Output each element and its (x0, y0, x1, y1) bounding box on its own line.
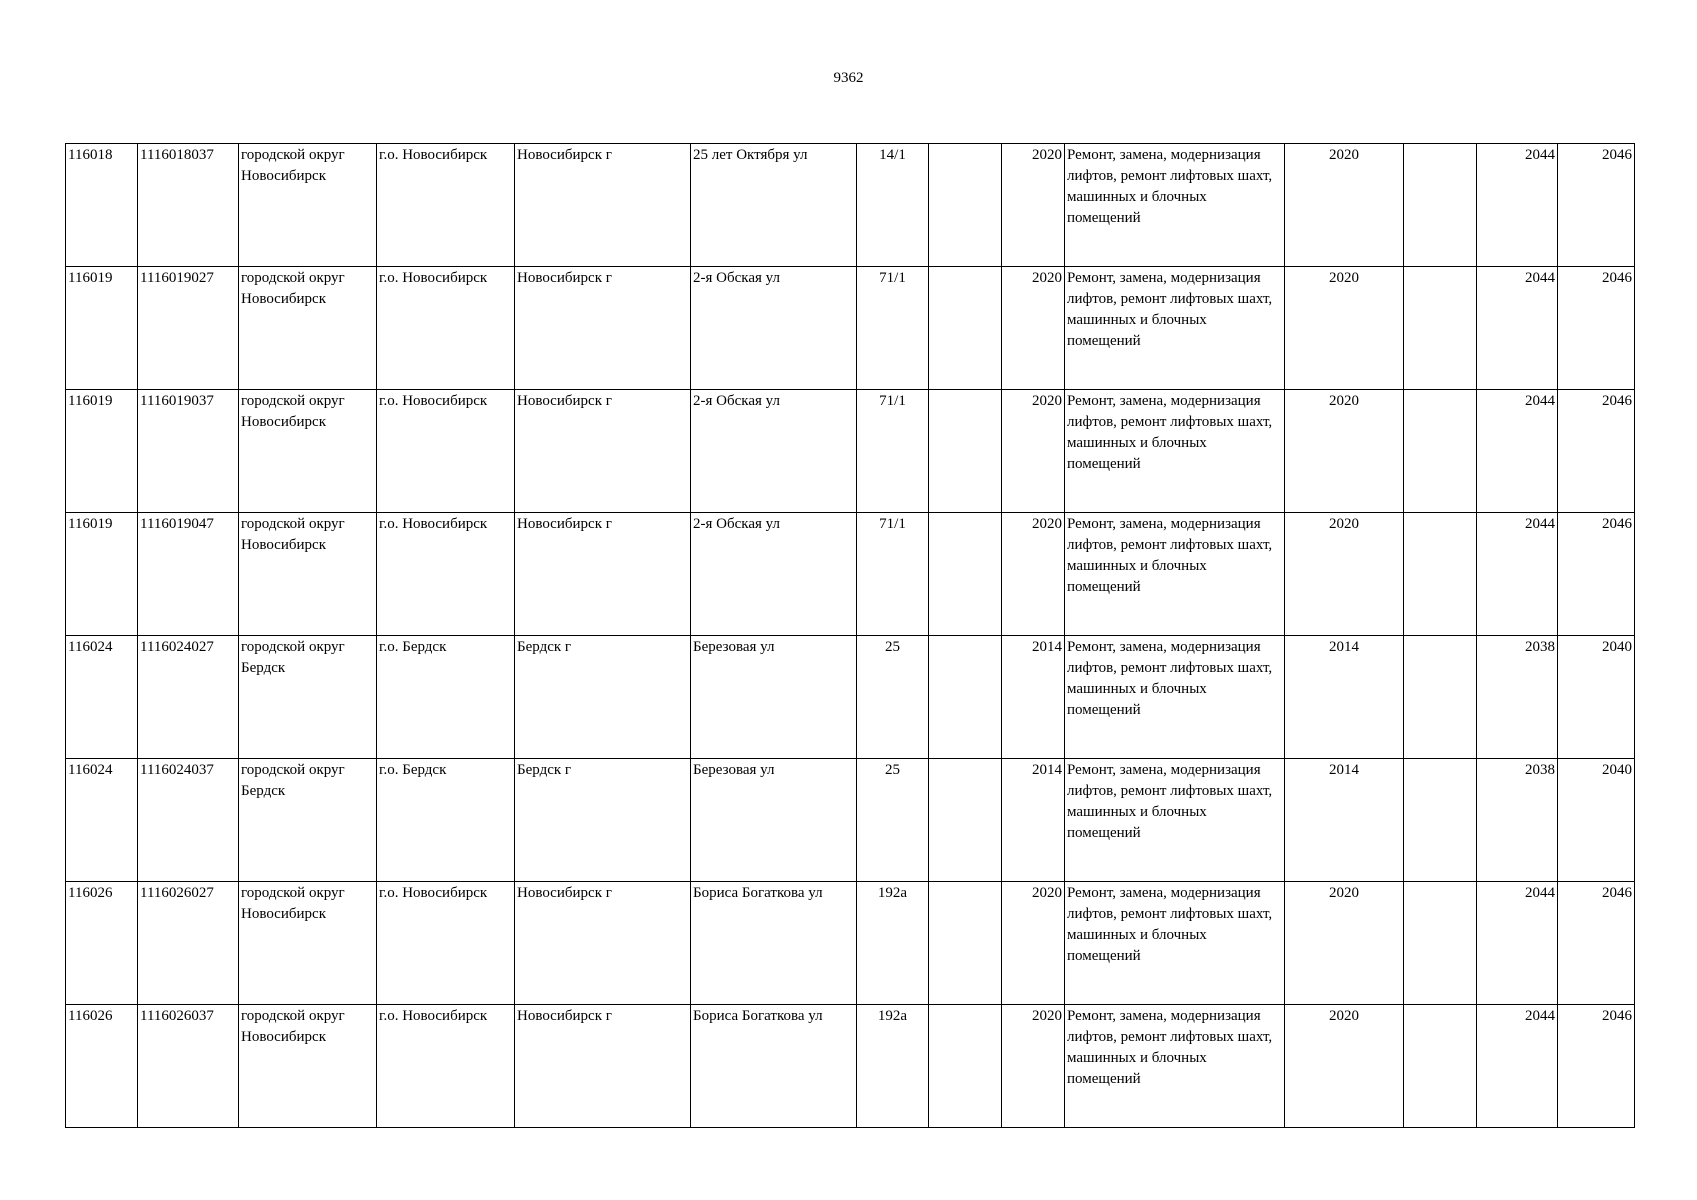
cell-house: 192а (857, 882, 929, 1005)
cell-empty (929, 513, 1002, 636)
table-row (66, 390, 1635, 513)
cell-year-work: 2020 (1285, 390, 1404, 513)
cell-locality: Бердск г (515, 759, 691, 882)
cell-municipality: городской округ Бердск (239, 759, 377, 882)
cell-work-type: Ремонт, замена, модернизация лифтов, ремонт лифтовых шахт, машинных и блочных помещений (1065, 144, 1285, 267)
cell-district: г.о. Новосибирск (377, 267, 515, 390)
cell-house: 192а (857, 1005, 929, 1128)
cell-year-work: 2014 (1285, 636, 1404, 759)
table-row (66, 144, 1635, 267)
cell-year-built: 2014 (1002, 759, 1065, 882)
cell-work-type: Ремонт, замена, модернизация лифтов, ремонт лифтовых шахт, машинных и блочных помещений (1065, 1005, 1285, 1128)
cell-year-from: 2044 (1477, 882, 1558, 1005)
cell-empty (929, 882, 1002, 1005)
cell-empty (1404, 267, 1477, 390)
cell-year-to: 2046 (1558, 144, 1635, 267)
cell-year-built: 2020 (1002, 267, 1065, 390)
table-row (66, 513, 1635, 636)
cell-year-to: 2040 (1558, 636, 1635, 759)
page-number: 9362 (833, 70, 864, 86)
cell-year-work: 2020 (1285, 144, 1404, 267)
cell-street: Березовая ул (691, 636, 857, 759)
cell-year-work: 2020 (1285, 882, 1404, 1005)
cell-empty (929, 1005, 1002, 1128)
cell-code: 1116019047 (138, 513, 239, 636)
cell-municipality: городской округ Новосибирск (239, 1005, 377, 1128)
cell-work-type: Ремонт, замена, модернизация лифтов, ремонт лифтовых шахт, машинных и блочных помещений (1065, 513, 1285, 636)
cell-street: 25 лет Октября ул (691, 144, 857, 267)
cell-year-built: 2020 (1002, 144, 1065, 267)
cell-year-to: 2046 (1558, 513, 1635, 636)
cell-municipality: городской округ Новосибирск (239, 267, 377, 390)
cell-empty (1404, 390, 1477, 513)
cell-street: 2-я Обская ул (691, 267, 857, 390)
cell-work-type: Ремонт, замена, модернизация лифтов, ремонт лифтовых шахт, машинных и блочных помещений (1065, 390, 1285, 513)
cell-id: 116024 (66, 636, 138, 759)
cell-year-work: 2020 (1285, 513, 1404, 636)
cell-year-built: 2020 (1002, 390, 1065, 513)
cell-id: 116024 (66, 759, 138, 882)
cell-locality: Новосибирск г (515, 267, 691, 390)
cell-street: 2-я Обская ул (691, 513, 857, 636)
cell-year-built: 2020 (1002, 882, 1065, 1005)
cell-municipality: городской округ Новосибирск (239, 882, 377, 1005)
cell-year-built: 2020 (1002, 1005, 1065, 1128)
cell-house: 71/1 (857, 267, 929, 390)
cell-year-to: 2046 (1558, 1005, 1635, 1128)
table-row (66, 267, 1635, 390)
cell-year-built: 2020 (1002, 513, 1065, 636)
cell-street: Бориса Богаткова ул (691, 1005, 857, 1128)
cell-id: 116019 (66, 390, 138, 513)
cell-locality: Новосибирск г (515, 390, 691, 513)
cell-locality: Новосибирск г (515, 882, 691, 1005)
cell-year-from: 2044 (1477, 1005, 1558, 1128)
cell-district: г.о. Новосибирск (377, 513, 515, 636)
cell-code: 1116026037 (138, 1005, 239, 1128)
cell-municipality: городской округ Бердск (239, 636, 377, 759)
cell-code: 1116019027 (138, 267, 239, 390)
cell-id: 116019 (66, 267, 138, 390)
cell-house: 71/1 (857, 513, 929, 636)
cell-work-type: Ремонт, замена, модернизация лифтов, ремонт лифтовых шахт, машинных и блочных помещений (1065, 882, 1285, 1005)
cell-year-to: 2046 (1558, 390, 1635, 513)
table-row (66, 1005, 1635, 1128)
cell-locality: Новосибирск г (515, 513, 691, 636)
cell-work-type: Ремонт, замена, модернизация лифтов, ремонт лифтовых шахт, машинных и блочных помещений (1065, 636, 1285, 759)
cell-house: 25 (857, 636, 929, 759)
cell-empty (1404, 513, 1477, 636)
cell-year-to: 2046 (1558, 267, 1635, 390)
cell-empty (1404, 636, 1477, 759)
cell-id: 116026 (66, 1005, 138, 1128)
cell-empty (1404, 1005, 1477, 1128)
cell-year-from: 2038 (1477, 636, 1558, 759)
cell-district: г.о. Бердск (377, 759, 515, 882)
table-row (66, 759, 1635, 882)
cell-code: 1116024027 (138, 636, 239, 759)
cell-year-from: 2044 (1477, 144, 1558, 267)
cell-year-from: 2044 (1477, 267, 1558, 390)
cell-work-type: Ремонт, замена, модернизация лифтов, ремонт лифтовых шахт, машинных и блочных помещений (1065, 759, 1285, 882)
table-body (66, 144, 1635, 1128)
cell-house: 71/1 (857, 390, 929, 513)
cell-year-from: 2044 (1477, 513, 1558, 636)
cell-district: г.о. Новосибирск (377, 1005, 515, 1128)
cell-year-work: 2014 (1285, 759, 1404, 882)
registry-table (65, 143, 1635, 1128)
cell-house: 14/1 (857, 144, 929, 267)
cell-code: 1116026027 (138, 882, 239, 1005)
cell-empty (929, 636, 1002, 759)
cell-id: 116019 (66, 513, 138, 636)
cell-year-built: 2014 (1002, 636, 1065, 759)
cell-empty (1404, 144, 1477, 267)
cell-district: г.о. Бердск (377, 636, 515, 759)
cell-municipality: городской округ Новосибирск (239, 144, 377, 267)
cell-year-from: 2038 (1477, 759, 1558, 882)
cell-street: Березовая ул (691, 759, 857, 882)
cell-empty (1404, 882, 1477, 1005)
cell-municipality: городской округ Новосибирск (239, 513, 377, 636)
cell-empty (929, 390, 1002, 513)
cell-house: 25 (857, 759, 929, 882)
table-row (66, 882, 1635, 1005)
cell-district: г.о. Новосибирск (377, 390, 515, 513)
cell-year-to: 2046 (1558, 882, 1635, 1005)
cell-empty (929, 144, 1002, 267)
cell-locality: Бердск г (515, 636, 691, 759)
cell-empty (929, 759, 1002, 882)
table-row (66, 636, 1635, 759)
cell-id: 116026 (66, 882, 138, 1005)
cell-work-type: Ремонт, замена, модернизация лифтов, ремонт лифтовых шахт, машинных и блочных помещений (1065, 267, 1285, 390)
cell-code: 1116018037 (138, 144, 239, 267)
cell-district: г.о. Новосибирск (377, 882, 515, 1005)
cell-year-from: 2044 (1477, 390, 1558, 513)
cell-code: 1116019037 (138, 390, 239, 513)
cell-municipality: городской округ Новосибирск (239, 390, 377, 513)
cell-code: 1116024037 (138, 759, 239, 882)
cell-street: Бориса Богаткова ул (691, 882, 857, 1005)
cell-locality: Новосибирск г (515, 1005, 691, 1128)
cell-id: 116018 (66, 144, 138, 267)
cell-year-to: 2040 (1558, 759, 1635, 882)
cell-district: г.о. Новосибирск (377, 144, 515, 267)
cell-locality: Новосибирск г (515, 144, 691, 267)
cell-empty (1404, 759, 1477, 882)
cell-street: 2-я Обская ул (691, 390, 857, 513)
cell-empty (929, 267, 1002, 390)
cell-year-work: 2020 (1285, 1005, 1404, 1128)
cell-year-work: 2020 (1285, 267, 1404, 390)
